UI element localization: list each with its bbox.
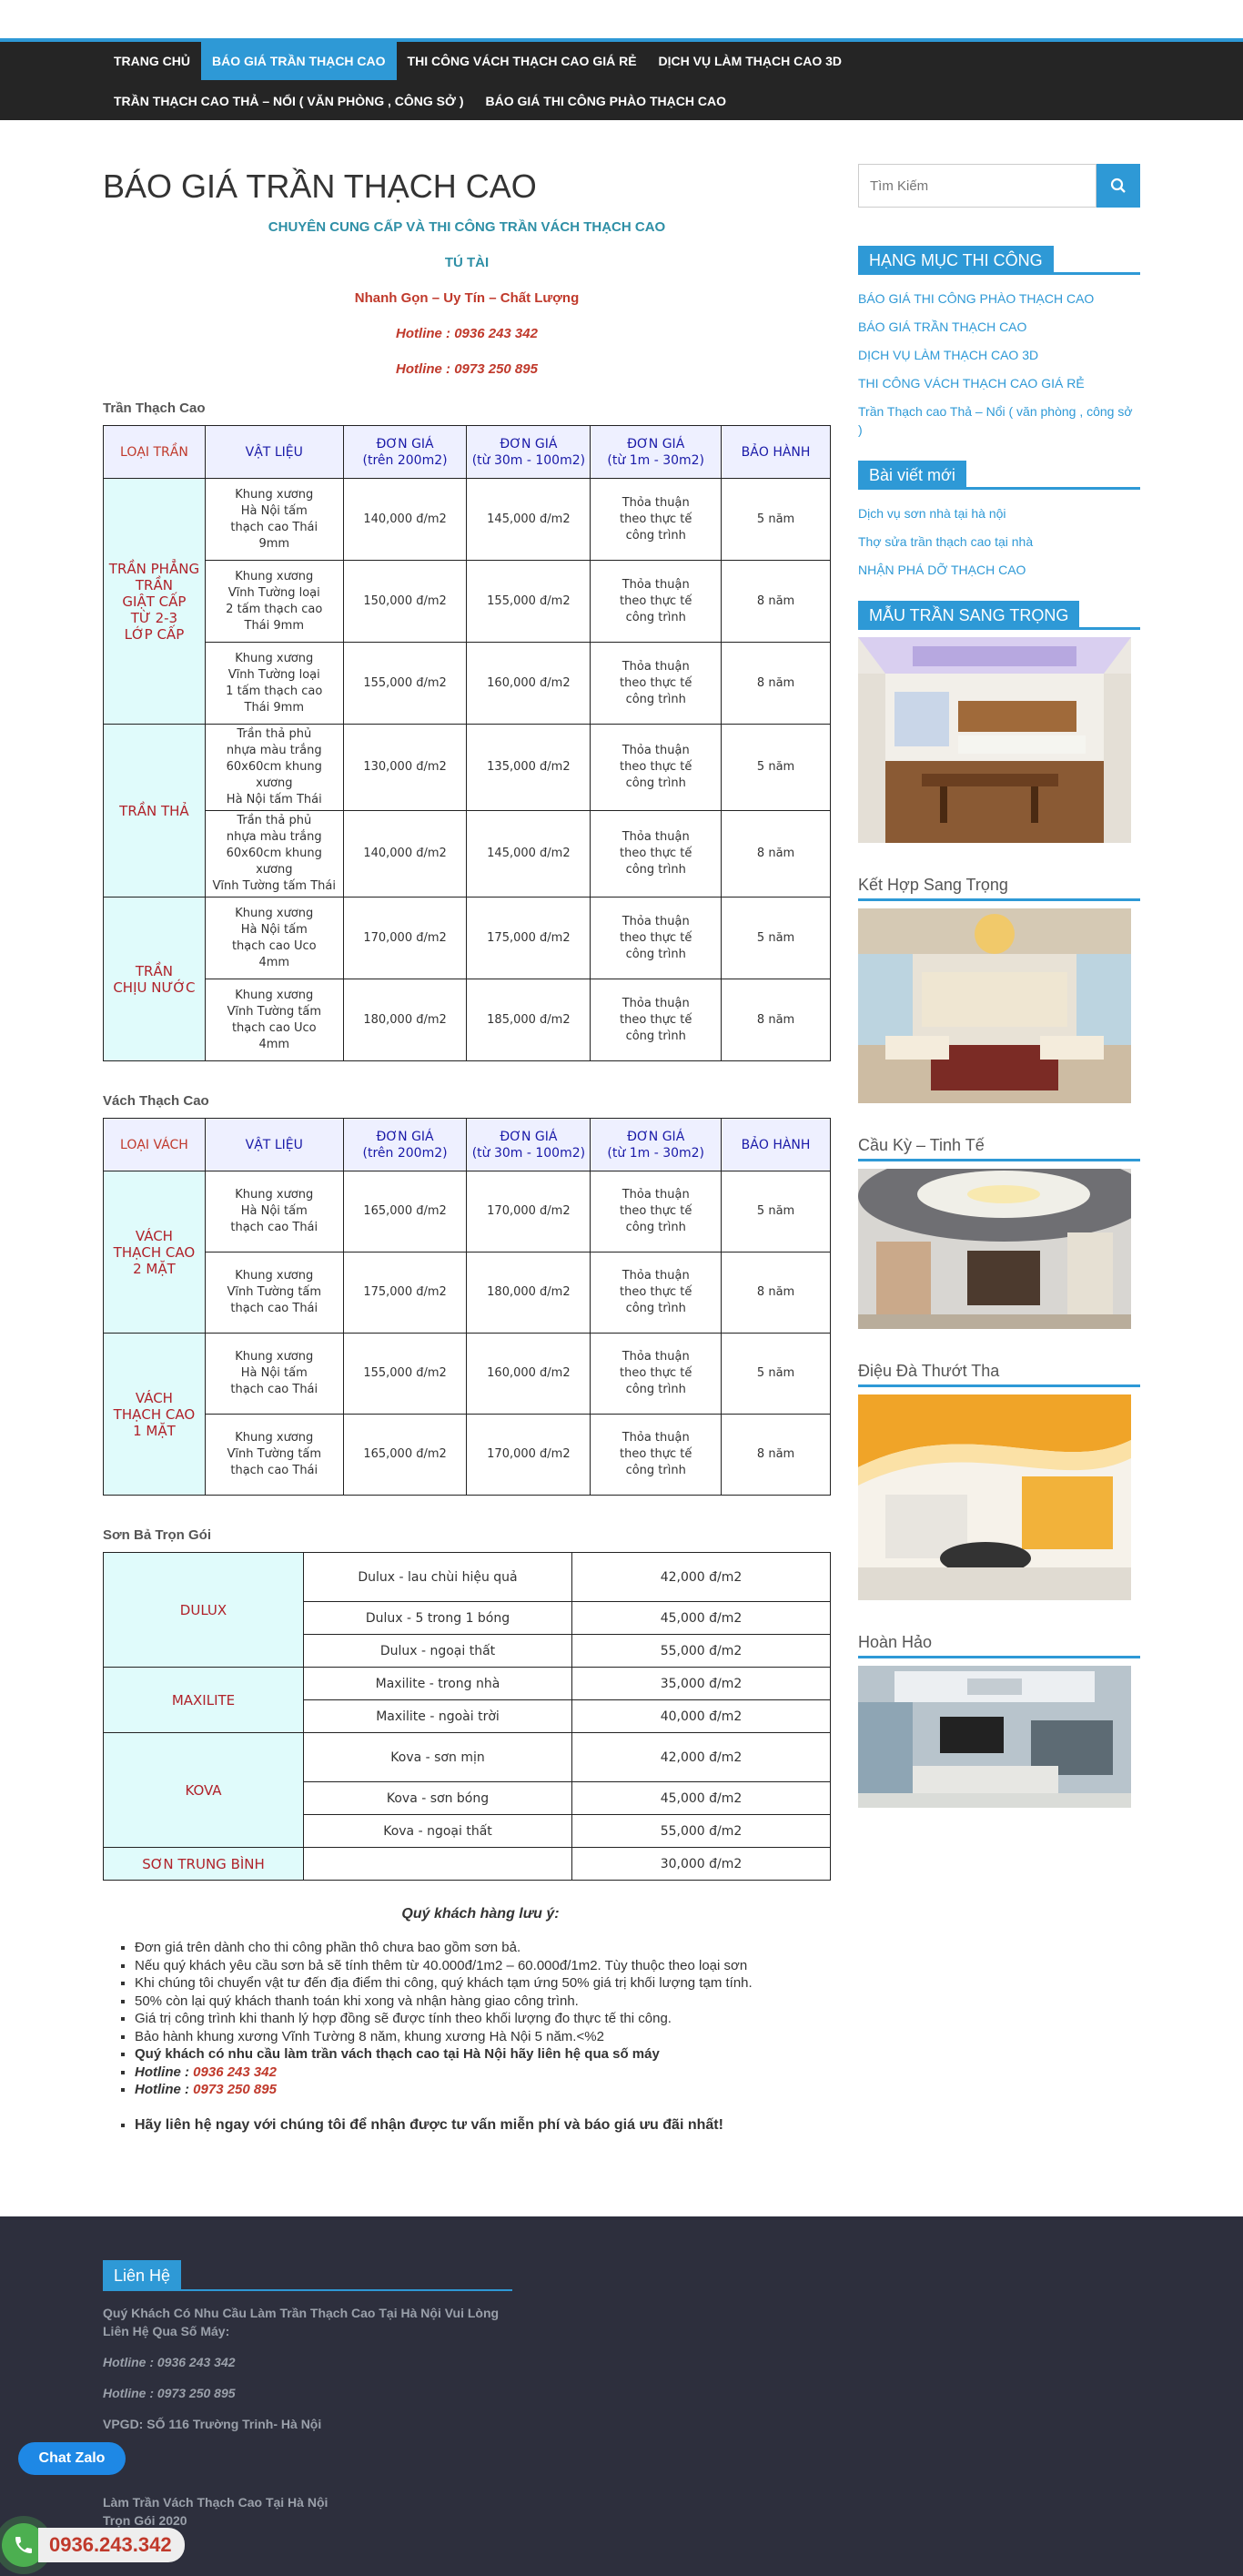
cell: Thỏa thuận theo thực tế công trình xyxy=(591,561,722,643)
table-row xyxy=(104,979,831,1061)
col-header: LOẠI TRẦN xyxy=(104,426,206,479)
main-navigation xyxy=(0,42,1243,120)
recent-posts xyxy=(858,504,1140,579)
cell: Thỏa thuận theo thực tế công trình xyxy=(591,1253,722,1334)
group-cell: VÁCH THẠCH CAO 2 MẶT xyxy=(104,1171,206,1334)
round-ceiling-image xyxy=(858,1169,1131,1329)
cell: Khung xương Vĩnh Tường loại 2 tấm thạch cao Thái 9mm xyxy=(205,561,343,643)
search-form xyxy=(858,164,1140,208)
cell: 55,000 đ/m2 xyxy=(572,1815,831,1848)
cell: 8 năm xyxy=(722,561,831,643)
orange-wave-ceiling-image xyxy=(858,1394,1131,1600)
page-title: BÁO GIÁ TRẦN THẠCH CAO xyxy=(103,167,537,205)
hotline-1: Hotline : 0936 243 342 xyxy=(396,326,538,341)
col-header: BẢO HÀNH xyxy=(722,1119,831,1171)
hotline-label: Hotline : xyxy=(135,2082,194,2097)
cell: 8 năm xyxy=(722,811,831,898)
cell: 170,000 đ/m2 xyxy=(467,1171,591,1253)
table-row xyxy=(104,1171,831,1253)
search-button[interactable] xyxy=(1096,164,1140,208)
hotline-2: Hotline : 0973 250 895 xyxy=(396,361,538,377)
cell: 155,000 đ/m2 xyxy=(343,643,467,725)
footer-copyright: Trọn Gói 2020 xyxy=(103,2513,187,2528)
widget-title xyxy=(858,246,1140,275)
cell: 8 năm xyxy=(722,1253,831,1334)
cell: Khung xương Hà Nội tấm thạch cao Thái xyxy=(205,1334,343,1415)
nav-item-home[interactable]: TRANG CHỦ xyxy=(114,54,190,68)
cell: Thỏa thuận theo thực tế công trình xyxy=(591,1415,722,1496)
cell: 5 năm xyxy=(722,1334,831,1415)
cell: Thỏa thuận theo thực tế công trình xyxy=(591,725,722,811)
cta-text: ▪ Hãy liên hệ ngay với chúng tôi để nhận được tư vấn miễn phí và báo giá ưu đãi nhất! xyxy=(135,2117,831,2134)
gallery-image[interactable] xyxy=(858,908,1131,1103)
search-icon xyxy=(1110,177,1127,194)
note-item: ▪ Nếu quý khách yêu cầu sơn bả sẽ tính thêm từ 40.000đ/1m2 – 60.000đ/1m2. Tùy thuộc theo loại sơn xyxy=(135,1957,831,1975)
widget-title xyxy=(858,461,1140,490)
cell: Kova - sơn mịn xyxy=(304,1733,572,1782)
sidebar xyxy=(858,164,1140,1808)
cell: Kova - ngoại thất xyxy=(304,1815,572,1848)
cell: 140,000 đ/m2 xyxy=(343,811,467,898)
cell: Khung xương Hà Nội tấm thạch cao Thái xyxy=(205,1171,343,1253)
cell: Thỏa thuận theo thực tế công trình xyxy=(591,979,722,1061)
gallery-image[interactable] xyxy=(858,1394,1131,1600)
col-header: VẬT LIỆU xyxy=(205,426,343,479)
table-row xyxy=(104,479,831,561)
hotline-label: Hotline : xyxy=(135,2064,194,2080)
cell: 145,000 đ/m2 xyxy=(467,811,591,898)
widget-title xyxy=(858,601,1140,630)
cell: Trần thả phủ nhựa màu trắng 60x60cm khung xương Hà Nội tấm Thái xyxy=(205,725,343,811)
sidebar-link[interactable]: Thợ sửa trần thạch cao tại nhà xyxy=(858,534,1034,549)
cell: 5 năm xyxy=(722,898,831,979)
cell: 30,000 đ/m2 xyxy=(572,1848,831,1881)
gallery-image[interactable] xyxy=(858,1169,1131,1329)
col-header: BẢO HÀNH xyxy=(722,426,831,479)
gallery-caption xyxy=(858,1132,1140,1161)
col-header: LOẠI VÁCH xyxy=(104,1119,206,1171)
sidebar-link[interactable]: DỊCH VỤ LÀM THẠCH CAO 3D xyxy=(858,348,1039,362)
cell: Dulux - 5 trong 1 bóng xyxy=(304,1602,572,1635)
cell: Khung xương Hà Nội tấm thạch cao Uco 4mm xyxy=(205,898,343,979)
sidebar-link[interactable]: THI CÔNG VÁCH THẠCH CAO GIÁ RẺ xyxy=(858,376,1085,390)
table-header-row xyxy=(104,426,831,479)
notes-title: Quý khách hàng lưu ý: xyxy=(401,1906,560,1922)
table-row xyxy=(104,725,831,811)
cell: 35,000 đ/m2 xyxy=(572,1668,831,1700)
cell: Maxilite - ngoài trời xyxy=(304,1700,572,1733)
footer-hotline[interactable]: Hotline : 0973 250 895 xyxy=(103,2386,236,2400)
caption-text: Điệu Đà Thướt Tha xyxy=(858,1362,1000,1380)
group-cell: VÁCH THẠCH CAO 1 MẶT xyxy=(104,1334,206,1496)
cell: 155,000 đ/m2 xyxy=(343,1334,467,1415)
table-row xyxy=(104,1848,831,1881)
cell: 5 năm xyxy=(722,1171,831,1253)
main-content xyxy=(103,164,831,2134)
cell: Maxilite - trong nhà xyxy=(304,1668,572,1700)
cell: 180,000 đ/m2 xyxy=(467,1253,591,1334)
table-row xyxy=(104,1415,831,1496)
paint-section-label: Sơn Bả Trọn Gói xyxy=(103,1527,212,1543)
cell: Khung xương Vĩnh Tường tấm thạch cao Uco 4mm xyxy=(205,979,343,1061)
notes-list xyxy=(135,1939,831,2099)
cell: Trần thả phủ nhựa màu trắng 60x60cm khung xương Vĩnh Tường tấm Thái xyxy=(205,811,343,898)
cell: 5 năm xyxy=(722,725,831,811)
table-header-row xyxy=(104,1119,831,1171)
note-hotline-2 xyxy=(135,2081,831,2099)
intro-line-3: Nhanh Gọn – Uy Tín – Chất Lượng xyxy=(354,290,580,306)
intro-line-1: CHUYÊN CUNG CẤP VÀ THI CÔNG TRẦN VÁCH THẠCH CAO xyxy=(268,219,666,235)
cell: 45,000 đ/m2 xyxy=(572,1782,831,1815)
cell: Khung xương Hà Nội tấm thạch cao Thái 9mm xyxy=(205,479,343,561)
kitchen-room-image xyxy=(858,637,1131,843)
wall-price-table xyxy=(103,1118,831,1496)
top-bar xyxy=(0,0,1243,42)
caption-text: Kết Hợp Sang Trọng xyxy=(858,876,1008,894)
group-cell: TRẦN THẢ xyxy=(104,725,206,898)
note-item: ▪ Đơn giá trên dành cho thi công phần thô chưa bao gồm sơn bả. xyxy=(135,1939,831,1957)
modern-living-image xyxy=(858,1666,1131,1808)
sidebar-link[interactable]: NHẬN PHÁ DỠ THẠCH CAO xyxy=(858,563,1026,577)
nav-item-bao-gia-tran[interactable]: BÁO GIÁ TRẦN THẠCH CAO xyxy=(201,42,397,80)
cell: Thỏa thuận theo thực tế công trình xyxy=(591,643,722,725)
cell: 165,000 đ/m2 xyxy=(343,1171,467,1253)
living-room-image xyxy=(858,908,1131,1103)
cell: 145,000 đ/m2 xyxy=(467,479,591,561)
cell: Thỏa thuận theo thực tế công trình xyxy=(591,811,722,898)
cell: Thỏa thuận theo thực tế công trình xyxy=(591,1171,722,1253)
cell: 135,000 đ/m2 xyxy=(467,725,591,811)
widget-title-text: MẪU TRẦN SANG TRỌNG xyxy=(858,601,1079,630)
nav-item-phao-thach-cao[interactable]: BÁO GIÁ THI CÔNG PHÀO THẠCH CAO xyxy=(485,94,726,108)
nav-item-thach-cao-3d[interactable]: DỊCH VỤ LÀM THẠCH CAO 3D xyxy=(658,54,842,68)
floating-call-button[interactable] xyxy=(2,2523,185,2567)
group-cell: KOVA xyxy=(104,1733,304,1848)
cell: Khung xương Vĩnh Tường tấm thạch cao Thái xyxy=(205,1253,343,1334)
col-header: VẬT LIỆU xyxy=(205,1119,343,1171)
cell: 170,000 đ/m2 xyxy=(467,1415,591,1496)
note-item: ▪ 50% còn lại quý khách thanh toán khi xong và nhận hàng giao công trình. xyxy=(135,1993,831,2011)
widget-title-text: Bài viết mới xyxy=(858,461,966,490)
cell: 150,000 đ/m2 xyxy=(343,561,467,643)
footer xyxy=(0,2216,1243,2576)
nav-item-thi-cong-vach[interactable]: THI CÔNG VÁCH THẠCH CAO GIÁ RẺ xyxy=(407,54,637,68)
sidebar-link[interactable]: BÁO GIÁ TRẦN THẠCH CAO xyxy=(858,319,1027,334)
cell: Kova - sơn bóng xyxy=(304,1782,572,1815)
group-cell: TRẦN CHỊU NƯỚC xyxy=(104,898,206,1061)
cell: 155,000 đ/m2 xyxy=(467,561,591,643)
nav-row-2 xyxy=(103,82,737,120)
gallery-caption xyxy=(858,1358,1140,1387)
cell: Dulux - ngoại thất xyxy=(304,1635,572,1668)
cell: Thỏa thuận theo thực tế công trình xyxy=(591,479,722,561)
cell: 165,000 đ/m2 xyxy=(343,1415,467,1496)
search-input[interactable] xyxy=(858,164,1096,208)
sidebar-link[interactable]: BÁO GIÁ THI CÔNG PHÀO THẠCH CAO xyxy=(858,291,1095,306)
cell: Khung xương Vĩnh Tường tấm thạch cao Thái xyxy=(205,1415,343,1496)
widget-title-text: HẠNG MỤC THI CÔNG xyxy=(858,246,1054,275)
cell: Khung xương Vĩnh Tường loại 1 tấm thạch cao Thái 9mm xyxy=(205,643,343,725)
caption-text: Cầu Kỳ – Tinh Tế xyxy=(858,1136,985,1154)
cell xyxy=(304,1848,572,1881)
cell: 8 năm xyxy=(722,979,831,1061)
footer-text: Quý Khách Có Nhu Cầu Làm Trần Thạch Cao Tại Hà Nội Vui Lòng Liên Hệ Qua Số Máy: xyxy=(103,2306,500,2338)
col-header: ĐƠN GIÁ (từ 1m - 30m2) xyxy=(591,1119,722,1171)
nav-item-tran-tha-noi[interactable]: TRẦN THẠCH CAO THẢ – NỔI ( VĂN PHÒNG , CÔNG SỞ ) xyxy=(114,94,464,108)
table-row xyxy=(104,643,831,725)
col-header: ĐƠN GIÁ (trên 200m2) xyxy=(343,426,467,479)
col-header: ĐƠN GIÁ (từ 30m - 100m2) xyxy=(467,426,591,479)
cell: 42,000 đ/m2 xyxy=(572,1733,831,1782)
hotline-number[interactable]: 0973 250 895 xyxy=(193,2082,277,2097)
table-row xyxy=(104,898,831,979)
note-item: ▪ Khi chúng tôi chuyển vật tư đến địa điểm thi công, quý khách tạm ứng 50% giá trị khối lượng tạm tính. xyxy=(135,1974,831,1993)
cta-list xyxy=(135,2117,831,2134)
cell: 170,000 đ/m2 xyxy=(343,898,467,979)
ceiling-section-label: Trần Thạch Cao xyxy=(103,401,206,416)
footer-address: VPGD: SỐ 116 Trường Trinh- Hà Nội xyxy=(103,2417,322,2431)
table-row xyxy=(104,1733,831,1782)
floating-phone-number[interactable]: 0936.243.342 xyxy=(38,2528,185,2562)
group-cell: SƠN TRUNG BÌNH xyxy=(104,1848,304,1881)
table-row xyxy=(104,1253,831,1334)
ceiling-price-table xyxy=(103,425,831,1061)
cell: 8 năm xyxy=(722,1415,831,1496)
footer-contact xyxy=(103,2260,512,2530)
cell: 130,000 đ/m2 xyxy=(343,725,467,811)
table-row xyxy=(104,561,831,643)
wall-section-label: Vách Thạch Cao xyxy=(103,1093,209,1109)
gallery-image[interactable] xyxy=(858,1666,1131,1808)
cell: Thỏa thuận theo thực tế công trình xyxy=(591,1334,722,1415)
hotline-number[interactable]: 0936 243 342 xyxy=(193,2064,277,2080)
intro-line-2: TÚ TÀI xyxy=(444,255,490,270)
note-item: ▪ Bảo hành khung xương Vĩnh Tường 8 năm, khung xương Hà Nội 5 năm.<%2 xyxy=(135,2028,831,2046)
cell: 160,000 đ/m2 xyxy=(467,643,591,725)
gallery-caption xyxy=(858,872,1140,901)
cell: 55,000 đ/m2 xyxy=(572,1635,831,1668)
table-row xyxy=(104,1668,831,1700)
group-cell: DULUX xyxy=(104,1553,304,1668)
nav-row-1 xyxy=(103,42,853,80)
footer-copyright: Làm Trần Vách Thạch Cao Tại Hà Nội xyxy=(103,2495,328,2510)
cell: 8 năm xyxy=(722,643,831,725)
table-row xyxy=(104,1334,831,1415)
col-header: ĐƠN GIÁ (từ 30m - 100m2) xyxy=(467,1119,591,1171)
gallery-caption xyxy=(858,1629,1140,1658)
cell: 140,000 đ/m2 xyxy=(343,479,467,561)
cell: 5 năm xyxy=(722,479,831,561)
cell: 180,000 đ/m2 xyxy=(343,979,467,1061)
footer-hotline[interactable]: Hotline : 0936 243 342 xyxy=(103,2355,236,2369)
paint-price-table xyxy=(103,1552,831,1881)
cell: 175,000 đ/m2 xyxy=(467,898,591,979)
group-cell: MAXILITE xyxy=(104,1668,304,1733)
cell: 185,000 đ/m2 xyxy=(467,979,591,1061)
note-hotline-1 xyxy=(135,2064,831,2082)
cell: 40,000 đ/m2 xyxy=(572,1700,831,1733)
footer-title xyxy=(103,2260,512,2291)
cell: 160,000 đ/m2 xyxy=(467,1334,591,1415)
gallery-image[interactable] xyxy=(858,637,1131,843)
table-row xyxy=(104,1553,831,1602)
group-cell: TRẦN PHẲNG TRẦN GIẬT CẤP TỪ 2-3 LỚP CẤP xyxy=(104,479,206,725)
note-item: ▪ Giá trị công trình khi thanh lý hợp đồng sẽ được tính theo khối lượng đo thực tế thi công. xyxy=(135,2010,831,2028)
category-links xyxy=(858,289,1140,439)
footer-title-text: Liên Hệ xyxy=(103,2260,181,2291)
cell: 42,000 đ/m2 xyxy=(572,1553,831,1602)
chat-zalo-button[interactable]: Chat Zalo xyxy=(18,2442,126,2475)
table-row xyxy=(104,811,831,898)
note-item: ▪ Quý khách có nhu cầu làm trần vách thạch cao tại Hà Nội hãy liên hệ qua số máy xyxy=(135,2045,831,2064)
cell: Dulux - lau chùi hiệu quả xyxy=(304,1553,572,1602)
caption-text: Hoàn Hảo xyxy=(858,1633,933,1651)
sidebar-link[interactable]: Trần Thạch cao Thả – Nổi ( văn phòng , công sở ) xyxy=(858,404,1133,437)
col-header: ĐƠN GIÁ (trên 200m2) xyxy=(343,1119,467,1171)
cell: 45,000 đ/m2 xyxy=(572,1602,831,1635)
sidebar-link[interactable]: Dịch vụ sơn nhà tại hà nội xyxy=(858,506,1006,521)
cell: 175,000 đ/m2 xyxy=(343,1253,467,1334)
cell: Thỏa thuận theo thực tế công trình xyxy=(591,898,722,979)
col-header: ĐƠN GIÁ (từ 1m - 30m2) xyxy=(591,426,722,479)
